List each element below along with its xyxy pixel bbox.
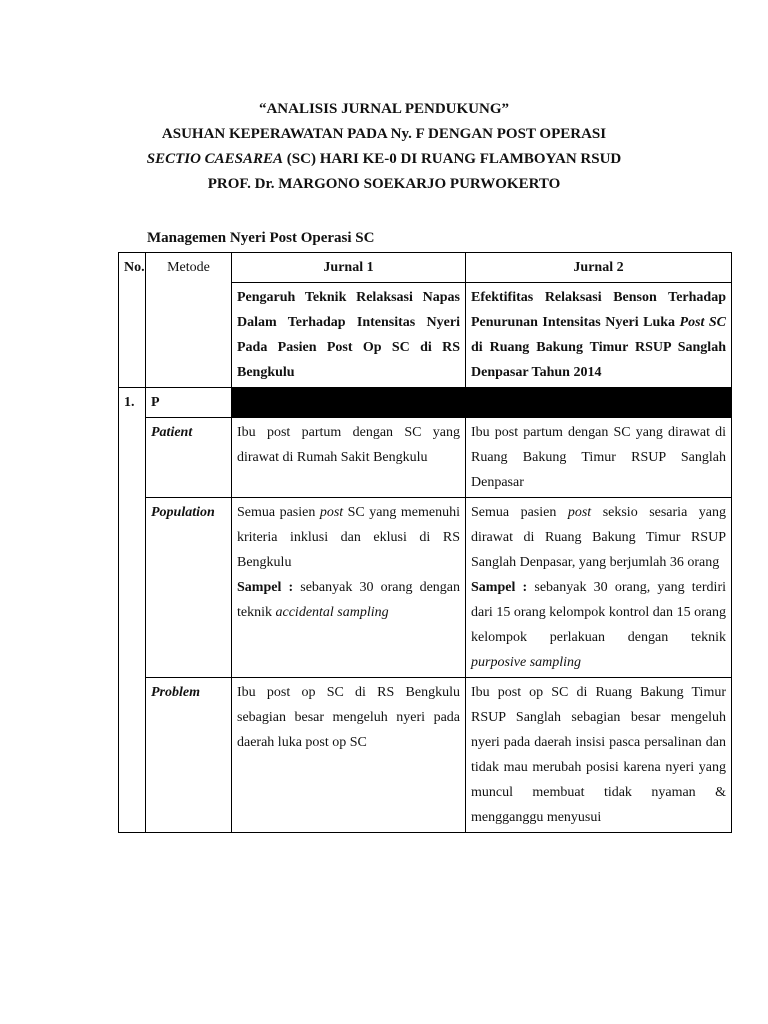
- jurnal-2-title-italic: Post SC: [679, 315, 727, 330]
- journal-analysis-table: [118, 252, 732, 833]
- population-j2-a: Semua pasien: [471, 505, 568, 520]
- table-row-problem: [119, 678, 732, 833]
- patient-jurnal-2: Ibu post partum dengan SC yang dirawat di Ruang Bakung Timur RSUP Sanglah Denpasar: [466, 418, 732, 498]
- header-line-3-rest: (SC) HARI KE-0 DI RUANG FLAMBOYAN RSUD: [283, 151, 622, 167]
- population-j1-italic: post: [319, 505, 344, 520]
- section-number: 1.: [119, 388, 146, 833]
- header-no: No.: [119, 253, 146, 388]
- population-jurnal-2: [466, 498, 732, 678]
- jurnal-2-title-b: di Ruang Bakung Timur RSUP Sanglah Denpasar Tahun 2014: [471, 340, 726, 380]
- jurnal-2-title-a: Efektifitas Relaksasi Benson Terhadap Penurunan Intensitas Nyeri Luka: [471, 290, 726, 330]
- problem-label: Problem: [146, 678, 232, 833]
- patient-label: Patient: [146, 418, 232, 498]
- header-jurnal-2: Jurnal 2: [466, 253, 732, 283]
- header-line-4: PROF. Dr. MARGONO SOEKARJO PURWOKERTO: [207, 176, 561, 192]
- patient-jurnal-1: Ibu post partum dengan SC yang dirawat di Rumah Sakit Bengkulu: [232, 418, 466, 498]
- table-row-patient: [119, 418, 732, 498]
- population-j1-sampel-italic: accidental sampling: [275, 605, 389, 620]
- jurnal-2-title: [466, 283, 732, 388]
- section-title: Managemen Nyeri Post Operasi SC: [147, 230, 375, 246]
- jurnal-1-title: Pengaruh Teknik Relaksasi Napas Dalam Terhadap Intensitas Nyeri Pada Pasien Post Op SC di RS Bengkulu: [232, 283, 466, 388]
- section-label: P: [146, 388, 232, 418]
- header-line-3-italic: SECTIO CAESAREA: [146, 151, 284, 167]
- header-line-2: ASUHAN KEPERAWATAN PADA Ny. F DENGAN POST OPERASI: [161, 126, 607, 142]
- population-j2-sampel-a: sebanyak 30 orang, yang terdiri dari 15 orang kelompok kontrol dan 15 orang kelompok perlakuan dengan teknik: [471, 580, 726, 645]
- header-line-3: [0, 147, 768, 172]
- header-line-1: “ANALISIS JURNAL PENDUKUNG”: [258, 101, 510, 117]
- problem-jurnal-2: Ibu post op SC di Ruang Bakung Timur RSUP Sanglah sebagian besar mengeluh nyeri pada daerah insisi pasca persalinan dan tidak mau merubah posisi karena nyeri yang muncul membuat tidak nyaman & mengganggu menyusui: [466, 678, 732, 833]
- population-jurnal-1: [232, 498, 466, 678]
- section-row: [119, 388, 732, 418]
- population-j1-sampel-label: Sampel :: [237, 580, 294, 595]
- table-header-row: [119, 253, 732, 283]
- population-label: Population: [146, 498, 232, 678]
- population-j2-italic: post: [567, 505, 592, 520]
- document-header: [0, 97, 768, 197]
- population-j1-b: SC yang memenuhi kriteria inklusi dan eklusi di RS Bengkulu: [237, 505, 460, 570]
- population-j2-sampel-italic: purposive sampling: [471, 655, 582, 670]
- population-j2-sampel-label: Sampel :: [471, 580, 528, 595]
- table-row-population: [119, 498, 732, 678]
- population-j1-a: Semua pasien: [237, 505, 320, 520]
- population-j2-b: seksio sesaria yang dirawat di Ruang Bakung Timur RSUP Sanglah Denpasar, yang berjumlah 36 orang: [471, 505, 726, 570]
- header-jurnal-1: Jurnal 1: [232, 253, 466, 283]
- population-j1-sampel-a: sebanyak 30 orang dengan teknik: [237, 580, 460, 620]
- problem-jurnal-1: Ibu post op SC di RS Bengkulu sebagian besar mengeluh nyeri pada daerah luka post op SC: [232, 678, 466, 833]
- header-metode: Metode: [146, 253, 232, 388]
- section-black-bar: [232, 388, 732, 418]
